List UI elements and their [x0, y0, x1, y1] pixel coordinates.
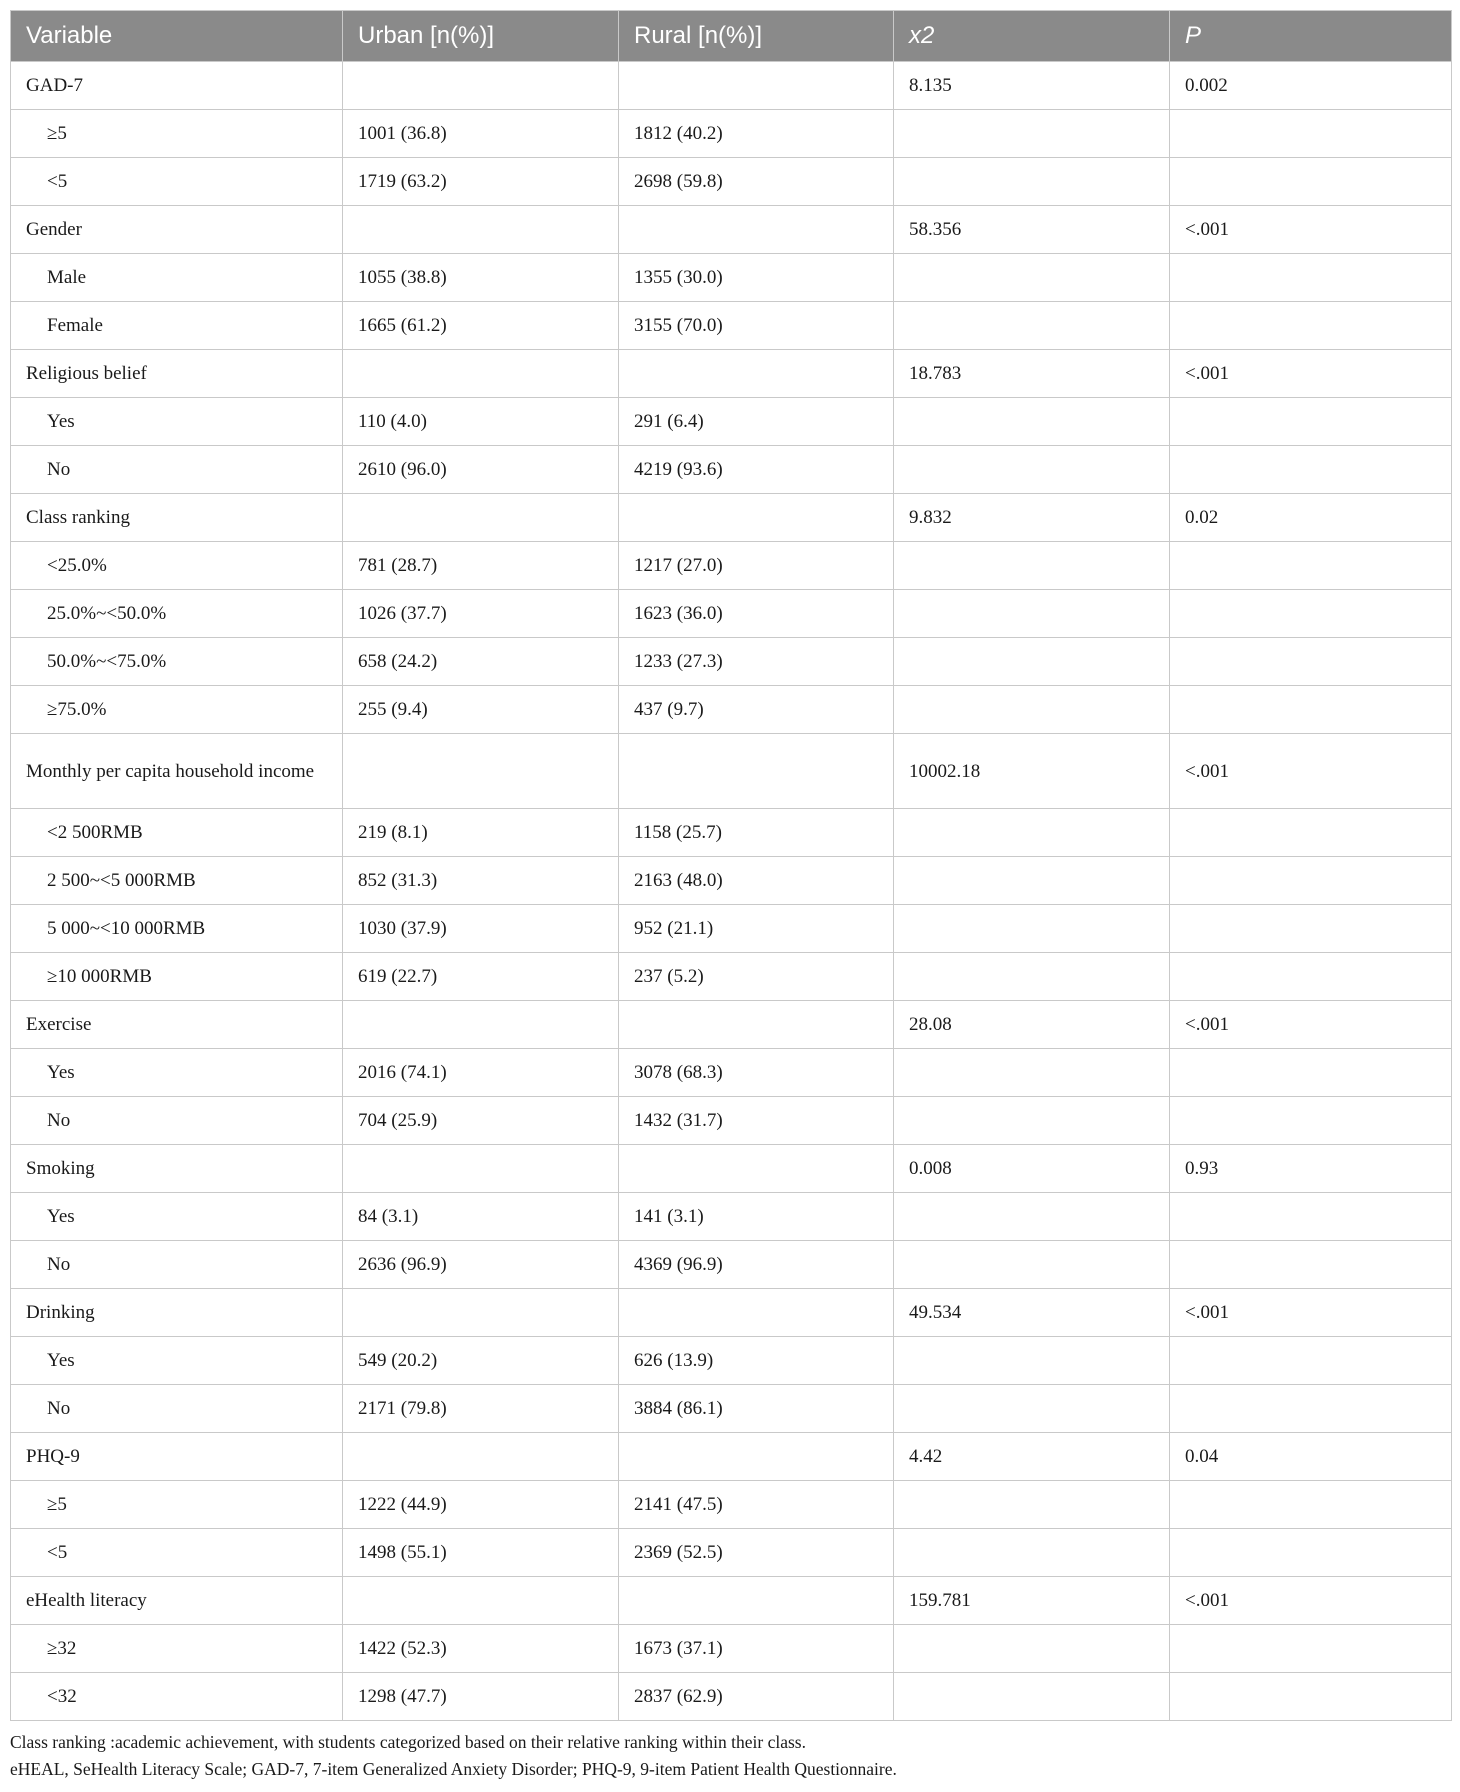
cell-variable: No: [11, 1241, 343, 1289]
cell-chi-square: 10002.18: [894, 734, 1170, 809]
header-p-value: P: [1170, 11, 1452, 62]
cell-urban: 2016 (74.1): [343, 1049, 619, 1097]
table-row-variable: [11, 1001, 1452, 1049]
cell-chi-square: [894, 638, 1170, 686]
cell-urban: [343, 62, 619, 110]
cell-urban: 255 (9.4): [343, 686, 619, 734]
table-row-subcategory: [11, 1625, 1452, 1673]
cell-p-value: [1170, 905, 1452, 953]
cell-variable: 50.0%~<75.0%: [11, 638, 343, 686]
cell-variable: ≥5: [11, 110, 343, 158]
cell-urban: [343, 1433, 619, 1481]
table-row-variable: [11, 1577, 1452, 1625]
table-row-subcategory: [11, 1529, 1452, 1577]
cell-variable: Religious belief: [11, 350, 343, 398]
table-row-subcategory: [11, 1241, 1452, 1289]
cell-variable: Smoking: [11, 1145, 343, 1193]
cell-p-value: [1170, 542, 1452, 590]
cell-chi-square: 159.781: [894, 1577, 1170, 1625]
cell-rural: 1355 (30.0): [619, 254, 894, 302]
table-row-subcategory: [11, 857, 1452, 905]
cell-p-value: [1170, 1193, 1452, 1241]
cell-variable: No: [11, 446, 343, 494]
cell-rural: [619, 206, 894, 254]
cell-rural: [619, 734, 894, 809]
cell-chi-square: 28.08: [894, 1001, 1170, 1049]
cell-rural: 2698 (59.8): [619, 158, 894, 206]
cell-urban: 2610 (96.0): [343, 446, 619, 494]
cell-rural: [619, 1433, 894, 1481]
cell-rural: 2369 (52.5): [619, 1529, 894, 1577]
header-rural: Rural [n(%)]: [619, 11, 894, 62]
cell-variable: 5 000~<10 000RMB: [11, 905, 343, 953]
cell-rural: 2837 (62.9): [619, 1673, 894, 1721]
cell-chi-square: [894, 1049, 1170, 1097]
cell-chi-square: [894, 809, 1170, 857]
cell-p-value: <.001: [1170, 1001, 1452, 1049]
cell-urban: 2171 (79.8): [343, 1385, 619, 1433]
cell-urban: [343, 1145, 619, 1193]
cell-chi-square: [894, 254, 1170, 302]
cell-chi-square: [894, 158, 1170, 206]
cell-rural: [619, 350, 894, 398]
cell-urban: 1030 (37.9): [343, 905, 619, 953]
cell-rural: 2141 (47.5): [619, 1481, 894, 1529]
table-row-subcategory: [11, 398, 1452, 446]
cell-variable: <5: [11, 1529, 343, 1577]
header-row: [11, 11, 1452, 62]
cell-chi-square: [894, 686, 1170, 734]
cell-chi-square: 0.008: [894, 1145, 1170, 1193]
cell-variable: Monthly per capita household income: [11, 734, 343, 809]
table-row-subcategory: [11, 542, 1452, 590]
data-table: [10, 10, 1452, 1721]
cell-chi-square: [894, 1385, 1170, 1433]
table-row-variable: [11, 734, 1452, 809]
cell-chi-square: 49.534: [894, 1289, 1170, 1337]
cell-variable: <32: [11, 1673, 343, 1721]
cell-chi-square: [894, 110, 1170, 158]
table-row-variable: [11, 62, 1452, 110]
cell-urban: [343, 1289, 619, 1337]
cell-variable: eHealth literacy: [11, 1577, 343, 1625]
cell-p-value: <.001: [1170, 206, 1452, 254]
cell-rural: 2163 (48.0): [619, 857, 894, 905]
cell-p-value: [1170, 1673, 1452, 1721]
cell-urban: 1055 (38.8): [343, 254, 619, 302]
cell-p-value: [1170, 809, 1452, 857]
footnote-class-ranking: Class ranking :academic achievement, with students categorized based on their relative ranking within their class.: [10, 1732, 806, 1752]
cell-variable: <2 500RMB: [11, 809, 343, 857]
cell-rural: 1812 (40.2): [619, 110, 894, 158]
header-chi-square: x2: [894, 11, 1170, 62]
cell-chi-square: [894, 1337, 1170, 1385]
cell-rural: 3155 (70.0): [619, 302, 894, 350]
table-row-subcategory: [11, 302, 1452, 350]
table-row-subcategory: [11, 1481, 1452, 1529]
cell-p-value: <.001: [1170, 734, 1452, 809]
cell-p-value: [1170, 1625, 1452, 1673]
cell-chi-square: [894, 446, 1170, 494]
cell-rural: 237 (5.2): [619, 953, 894, 1001]
table-row-subcategory: [11, 1337, 1452, 1385]
cell-variable: Gender: [11, 206, 343, 254]
cell-variable: Yes: [11, 1337, 343, 1385]
cell-chi-square: [894, 398, 1170, 446]
cell-rural: 3078 (68.3): [619, 1049, 894, 1097]
cell-chi-square: 4.42: [894, 1433, 1170, 1481]
cell-variable: Yes: [11, 1049, 343, 1097]
cell-variable: ≥10 000RMB: [11, 953, 343, 1001]
cell-variable: ≥32: [11, 1625, 343, 1673]
cell-p-value: [1170, 1241, 1452, 1289]
table-row-variable: [11, 1289, 1452, 1337]
cell-variable: 2 500~<5 000RMB: [11, 857, 343, 905]
table-row-variable: [11, 1145, 1452, 1193]
cell-rural: 1432 (31.7): [619, 1097, 894, 1145]
cell-p-value: [1170, 446, 1452, 494]
cell-rural: 1217 (27.0): [619, 542, 894, 590]
cell-p-value: [1170, 302, 1452, 350]
cell-p-value: [1170, 1097, 1452, 1145]
table-row-subcategory: [11, 953, 1452, 1001]
cell-variable: Exercise: [11, 1001, 343, 1049]
footnote-abbreviations: eHEAL, SeHealth Literacy Scale; GAD-7, 7-item Generalized Anxiety Disorder; PHQ-9, 9-item Patient Health Questionnaire.: [10, 1759, 897, 1779]
cell-rural: [619, 62, 894, 110]
table-row-subcategory: [11, 590, 1452, 638]
cell-rural: 437 (9.7): [619, 686, 894, 734]
table-row-subcategory: [11, 446, 1452, 494]
table-row-variable: [11, 350, 1452, 398]
cell-rural: 1673 (37.1): [619, 1625, 894, 1673]
cell-chi-square: [894, 905, 1170, 953]
cell-p-value: [1170, 857, 1452, 905]
table-row-subcategory: [11, 1097, 1452, 1145]
cell-urban: 110 (4.0): [343, 398, 619, 446]
cell-rural: 1623 (36.0): [619, 590, 894, 638]
header-urban: Urban [n(%)]: [343, 11, 619, 62]
cell-urban: 1665 (61.2): [343, 302, 619, 350]
cell-urban: [343, 206, 619, 254]
cell-p-value: [1170, 1481, 1452, 1529]
cell-p-value: [1170, 254, 1452, 302]
cell-rural: 4369 (96.9): [619, 1241, 894, 1289]
cell-urban: 1001 (36.8): [343, 110, 619, 158]
cell-chi-square: [894, 302, 1170, 350]
cell-variable: PHQ-9: [11, 1433, 343, 1481]
cell-chi-square: 9.832: [894, 494, 1170, 542]
header-variable: Variable: [11, 11, 343, 62]
cell-urban: 1298 (47.7): [343, 1673, 619, 1721]
cell-p-value: [1170, 110, 1452, 158]
table-body: [11, 62, 1452, 1721]
cell-p-value: [1170, 1337, 1452, 1385]
cell-p-value: <.001: [1170, 1577, 1452, 1625]
table-row-subcategory: [11, 1385, 1452, 1433]
cell-chi-square: [894, 1481, 1170, 1529]
cell-urban: 852 (31.3): [343, 857, 619, 905]
cell-chi-square: [894, 953, 1170, 1001]
cell-chi-square: [894, 1193, 1170, 1241]
cell-p-value: 0.02: [1170, 494, 1452, 542]
table-row-subcategory: [11, 1049, 1452, 1097]
cell-urban: 1222 (44.9): [343, 1481, 619, 1529]
cell-variable: ≥5: [11, 1481, 343, 1529]
table-row-variable: [11, 494, 1452, 542]
cell-p-value: [1170, 953, 1452, 1001]
cell-p-value: [1170, 398, 1452, 446]
cell-urban: 781 (28.7): [343, 542, 619, 590]
cell-variable: No: [11, 1097, 343, 1145]
cell-urban: 704 (25.9): [343, 1097, 619, 1145]
table-row-variable: [11, 1433, 1452, 1481]
cell-variable: <25.0%: [11, 542, 343, 590]
cell-urban: 2636 (96.9): [343, 1241, 619, 1289]
cell-rural: 291 (6.4): [619, 398, 894, 446]
table-row-subcategory: [11, 1673, 1452, 1721]
table-row-subcategory: [11, 254, 1452, 302]
table-row-subcategory: [11, 638, 1452, 686]
cell-urban: 84 (3.1): [343, 1193, 619, 1241]
table-header: [11, 11, 1452, 62]
cell-p-value: 0.93: [1170, 1145, 1452, 1193]
table-container: [10, 10, 1451, 1783]
cell-urban: 658 (24.2): [343, 638, 619, 686]
cell-rural: [619, 1001, 894, 1049]
cell-rural: 141 (3.1): [619, 1193, 894, 1241]
cell-variable: Yes: [11, 1193, 343, 1241]
cell-p-value: [1170, 686, 1452, 734]
table-row-subcategory: [11, 110, 1452, 158]
cell-chi-square: [894, 590, 1170, 638]
cell-variable: Drinking: [11, 1289, 343, 1337]
cell-variable: Male: [11, 254, 343, 302]
cell-chi-square: [894, 1673, 1170, 1721]
cell-p-value: 0.002: [1170, 62, 1452, 110]
cell-p-value: [1170, 638, 1452, 686]
cell-variable: ≥75.0%: [11, 686, 343, 734]
cell-urban: [343, 1001, 619, 1049]
cell-urban: 1026 (37.7): [343, 590, 619, 638]
cell-variable: <5: [11, 158, 343, 206]
cell-urban: [343, 494, 619, 542]
cell-p-value: [1170, 1529, 1452, 1577]
cell-chi-square: [894, 542, 1170, 590]
cell-p-value: [1170, 1385, 1452, 1433]
cell-urban: 619 (22.7): [343, 953, 619, 1001]
cell-variable: No: [11, 1385, 343, 1433]
cell-urban: 1719 (63.2): [343, 158, 619, 206]
cell-urban: 1498 (55.1): [343, 1529, 619, 1577]
table-row-variable: [11, 206, 1452, 254]
cell-urban: [343, 350, 619, 398]
table-row-subcategory: [11, 158, 1452, 206]
cell-chi-square: [894, 1097, 1170, 1145]
cell-chi-square: 58.356: [894, 206, 1170, 254]
cell-urban: 549 (20.2): [343, 1337, 619, 1385]
cell-variable: Female: [11, 302, 343, 350]
cell-p-value: [1170, 590, 1452, 638]
cell-p-value: <.001: [1170, 350, 1452, 398]
table-row-subcategory: [11, 905, 1452, 953]
cell-p-value: 0.04: [1170, 1433, 1452, 1481]
cell-rural: 1158 (25.7): [619, 809, 894, 857]
cell-rural: [619, 1577, 894, 1625]
cell-variable: GAD-7: [11, 62, 343, 110]
cell-variable: Class ranking: [11, 494, 343, 542]
cell-variable: Yes: [11, 398, 343, 446]
cell-p-value: [1170, 158, 1452, 206]
table-footnotes: [10, 1729, 1451, 1783]
cell-rural: [619, 1289, 894, 1337]
cell-urban: [343, 734, 619, 809]
cell-urban: 219 (8.1): [343, 809, 619, 857]
cell-rural: [619, 1145, 894, 1193]
cell-chi-square: 18.783: [894, 350, 1170, 398]
cell-urban: 1422 (52.3): [343, 1625, 619, 1673]
cell-rural: 3884 (86.1): [619, 1385, 894, 1433]
cell-rural: 952 (21.1): [619, 905, 894, 953]
cell-p-value: [1170, 1049, 1452, 1097]
table-row-subcategory: [11, 1193, 1452, 1241]
cell-urban: [343, 1577, 619, 1625]
cell-rural: [619, 494, 894, 542]
cell-rural: 4219 (93.6): [619, 446, 894, 494]
table-row-subcategory: [11, 809, 1452, 857]
cell-variable: 25.0%~<50.0%: [11, 590, 343, 638]
cell-rural: 626 (13.9): [619, 1337, 894, 1385]
cell-chi-square: [894, 1241, 1170, 1289]
cell-chi-square: 8.135: [894, 62, 1170, 110]
cell-chi-square: [894, 1625, 1170, 1673]
cell-chi-square: [894, 1529, 1170, 1577]
cell-rural: 1233 (27.3): [619, 638, 894, 686]
cell-p-value: <.001: [1170, 1289, 1452, 1337]
cell-chi-square: [894, 857, 1170, 905]
table-row-subcategory: [11, 686, 1452, 734]
